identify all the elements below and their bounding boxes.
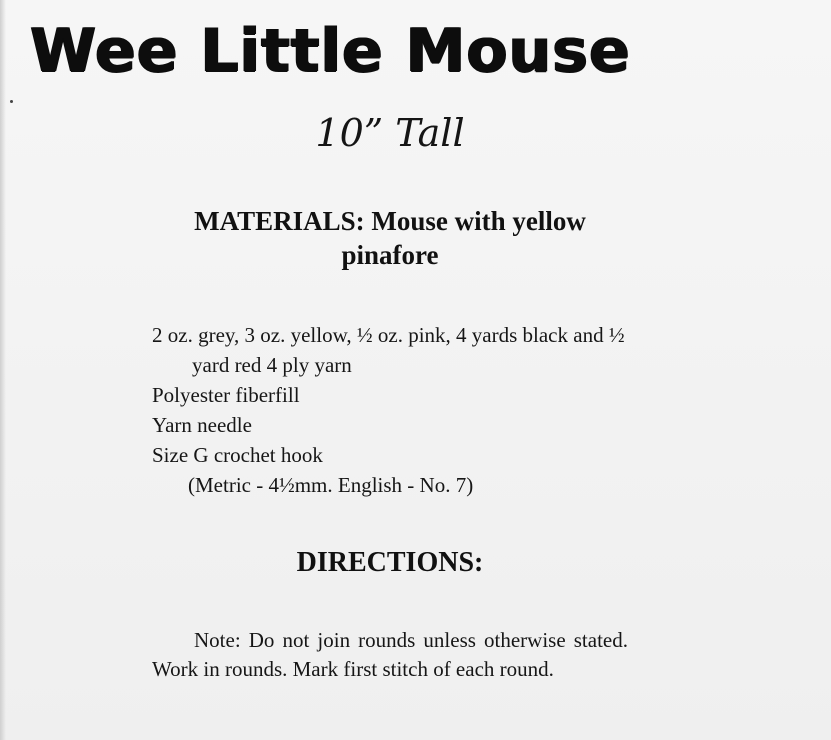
materials-item-hook-label: Size G crochet hook xyxy=(152,443,323,467)
materials-item-fiberfill: Polyester fiberfill xyxy=(152,383,300,407)
directions-note: Note: Do not join rounds unless otherwise stated. Work in rounds. Mark first stitch of each round. xyxy=(152,628,628,681)
pattern-title: Wee Little Mouse xyxy=(30,16,631,86)
materials-list xyxy=(152,320,632,500)
pattern-height: 10” Tall xyxy=(315,111,465,155)
materials-item-yarn: 2 oz. grey, 3 oz. yellow, ½ oz. pink, 4 yards black and ½ yard red 4 ply yarn xyxy=(152,323,625,377)
materials-item-needle: Yarn needle xyxy=(152,413,252,437)
materials-heading xyxy=(140,204,640,272)
directions-heading: DIRECTIONS: xyxy=(296,547,484,578)
materials-heading-line-2: pinafore xyxy=(341,240,439,270)
scan-speck xyxy=(10,100,13,103)
materials-heading-line-1: MATERIALS: Mouse with yellow xyxy=(194,206,586,236)
scan-edge xyxy=(0,0,6,740)
materials-item-hook xyxy=(152,440,632,500)
materials-item-hook-size: (Metric - 4½mm. English - No. 7) xyxy=(188,473,474,497)
